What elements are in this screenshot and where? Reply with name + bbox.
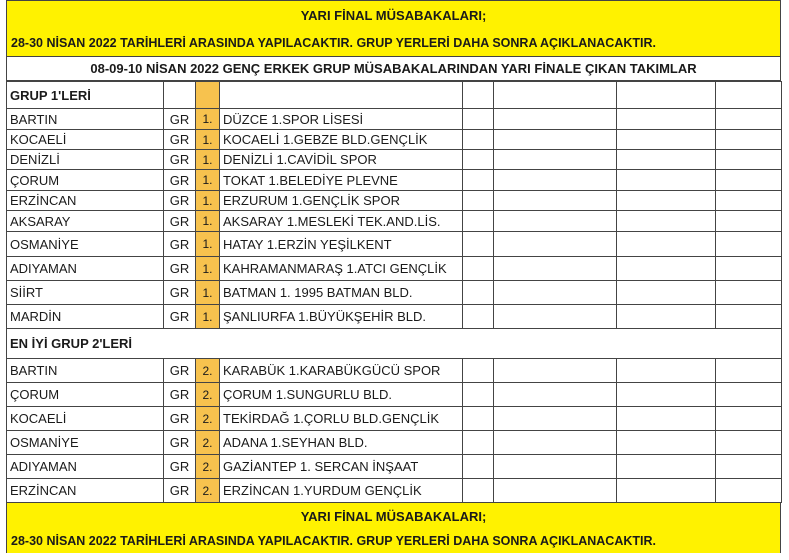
gr-cell: GR (164, 281, 196, 305)
empty-cell (617, 257, 716, 281)
empty-cell (716, 109, 782, 130)
bottom-banner-title: YARI FİNAL MÜSABAKALARI; (6, 503, 781, 529)
team-cell: TEKİRDAĞ 1.ÇORLU BLD.GENÇLİK (220, 407, 463, 431)
empty-cell (716, 455, 782, 479)
empty-cell (494, 232, 617, 257)
empty-cell (463, 407, 494, 431)
gr-cell: GR (164, 150, 196, 170)
empty-cell (617, 191, 716, 211)
empty-cell (617, 211, 716, 232)
rank-cell: 1. (196, 191, 220, 211)
empty-cell (617, 305, 716, 329)
empty-cell (463, 359, 494, 383)
table-row (7, 232, 782, 257)
rank-cell: 1. (196, 170, 220, 191)
team-cell: ÇORUM 1.SUNGURLU BLD. (220, 383, 463, 407)
table-row (7, 109, 782, 130)
team-cell: KARABÜK 1.KARABÜKGÜCÜ SPOR (220, 359, 463, 383)
empty-cell (716, 479, 782, 503)
table-row (7, 479, 782, 503)
empty-cell (494, 130, 617, 150)
city-cell: MARDİN (7, 305, 164, 329)
rank-cell: 2. (196, 383, 220, 407)
group1-title: GRUP 1'LERİ (7, 82, 164, 109)
empty-cell (463, 232, 494, 257)
city-cell: DENİZLİ (7, 150, 164, 170)
table-row (7, 170, 782, 191)
empty-cell (494, 257, 617, 281)
table-row (7, 407, 782, 431)
table-row (7, 191, 782, 211)
results-table (6, 81, 782, 503)
empty-cell (617, 359, 716, 383)
gr-cell: GR (164, 455, 196, 479)
table-row (7, 150, 782, 170)
empty-cell (494, 359, 617, 383)
gr-cell: GR (164, 191, 196, 211)
empty-cell (617, 109, 716, 130)
empty-cell (463, 130, 494, 150)
empty-cell (617, 232, 716, 257)
city-cell: KOCAELİ (7, 130, 164, 150)
empty-cell (617, 281, 716, 305)
rank-cell: 1. (196, 257, 220, 281)
gr-cell: GR (164, 257, 196, 281)
results-sheet (6, 0, 781, 553)
city-cell: BARTIN (7, 359, 164, 383)
table-row (7, 455, 782, 479)
rank-cell: 1. (196, 109, 220, 130)
page-subtitle: 08-09-10 NİSAN 2022 GENÇ ERKEK GRUP MÜSABAKALARINDAN YARI FİNALE ÇIKAN TAKIMLAR (6, 56, 781, 81)
empty-cell (716, 257, 782, 281)
empty-cell (494, 150, 617, 170)
city-cell: ERZİNCAN (7, 191, 164, 211)
city-cell: ADIYAMAN (7, 257, 164, 281)
city-cell: SİİRT (7, 281, 164, 305)
empty-cell (617, 383, 716, 407)
empty-cell (716, 431, 782, 455)
empty-cell (617, 455, 716, 479)
gr-cell: GR (164, 305, 196, 329)
empty-cell (463, 281, 494, 305)
team-cell: ADANA 1.SEYHAN BLD. (220, 431, 463, 455)
empty-cell (716, 281, 782, 305)
city-cell: ÇORUM (7, 383, 164, 407)
empty-cell (494, 479, 617, 503)
empty-cell (716, 383, 782, 407)
gr-cell: GR (164, 211, 196, 232)
rank-cell: 1. (196, 232, 220, 257)
gr-cell: GR (164, 109, 196, 130)
gr-cell: GR (164, 431, 196, 455)
rank-cell: 2. (196, 359, 220, 383)
team-cell: KOCAELİ 1.GEBZE BLD.GENÇLİK (220, 130, 463, 150)
rank-cell: 1. (196, 150, 220, 170)
rank-cell: 2. (196, 431, 220, 455)
empty-cell (494, 211, 617, 232)
table-row (7, 257, 782, 281)
empty-cell (463, 455, 494, 479)
empty-cell (494, 281, 617, 305)
empty-cell (463, 257, 494, 281)
empty-cell (494, 191, 617, 211)
rank-cell: 1. (196, 211, 220, 232)
team-cell: BATMAN 1. 1995 BATMAN BLD. (220, 281, 463, 305)
empty-cell (463, 431, 494, 455)
empty-cell (494, 109, 617, 130)
group2-title: EN İYİ GRUP 2'LERİ (7, 329, 782, 359)
table-row (7, 130, 782, 150)
empty-cell (617, 130, 716, 150)
empty-cell (494, 431, 617, 455)
empty-cell (716, 211, 782, 232)
empty-cell (716, 232, 782, 257)
empty-cell (463, 305, 494, 329)
empty-cell (716, 305, 782, 329)
empty-cell (494, 407, 617, 431)
empty-cell (716, 130, 782, 150)
table-row (7, 431, 782, 455)
table-row (7, 281, 782, 305)
empty-cell (463, 191, 494, 211)
group1-section (7, 82, 782, 329)
empty-cell (494, 455, 617, 479)
empty-cell (463, 150, 494, 170)
gr-cell: GR (164, 232, 196, 257)
group1-header-row (7, 82, 782, 109)
group2-section (7, 329, 782, 503)
team-cell: KAHRAMANMARAŞ 1.ATCI GENÇLİK (220, 257, 463, 281)
top-banner-note: 28-30 NİSAN 2022 TARİHLERİ ARASINDA YAPILACAKTIR. GRUP YERLERİ DAHA SONRA AÇIKLANACAKTIR. (6, 29, 781, 56)
empty-cell (716, 150, 782, 170)
empty-cell (463, 479, 494, 503)
rank-cell: 1. (196, 281, 220, 305)
table-row (7, 211, 782, 232)
team-cell: ERZURUM 1.GENÇLİK SPOR (220, 191, 463, 211)
team-cell: GAZİANTEP 1. SERCAN İNŞAAT (220, 455, 463, 479)
empty-cell (494, 305, 617, 329)
empty-cell (617, 431, 716, 455)
city-cell: KOCAELİ (7, 407, 164, 431)
city-cell: AKSARAY (7, 211, 164, 232)
city-cell: ÇORUM (7, 170, 164, 191)
empty-cell (716, 407, 782, 431)
city-cell: OSMANİYE (7, 232, 164, 257)
rank-cell: 1. (196, 305, 220, 329)
team-cell: TOKAT 1.BELEDİYE PLEVNE (220, 170, 463, 191)
gr-cell: GR (164, 383, 196, 407)
rank-cell: 2. (196, 455, 220, 479)
city-cell: ERZİNCAN (7, 479, 164, 503)
empty-cell (617, 407, 716, 431)
gr-cell: GR (164, 479, 196, 503)
empty-cell (463, 211, 494, 232)
empty-cell (463, 383, 494, 407)
group2-header-row (7, 329, 782, 359)
team-cell: ŞANLIURFA 1.BÜYÜKŞEHİR BLD. (220, 305, 463, 329)
empty-cell (716, 191, 782, 211)
gr-cell: GR (164, 130, 196, 150)
team-cell: AKSARAY 1.MESLEKİ TEK.AND.LİS. (220, 211, 463, 232)
city-cell: ADIYAMAN (7, 455, 164, 479)
empty-cell (617, 479, 716, 503)
empty-cell (463, 170, 494, 191)
table-row (7, 305, 782, 329)
team-cell: ERZİNCAN 1.YURDUM GENÇLİK (220, 479, 463, 503)
rank-cell: 2. (196, 479, 220, 503)
empty-cell (617, 150, 716, 170)
table-row (7, 359, 782, 383)
gr-cell: GR (164, 170, 196, 191)
team-cell: HATAY 1.ERZİN YEŞİLKENT (220, 232, 463, 257)
gr-cell: GR (164, 407, 196, 431)
empty-cell (716, 359, 782, 383)
rank-cell: 1. (196, 130, 220, 150)
team-cell: DÜZCE 1.SPOR LİSESİ (220, 109, 463, 130)
rank-cell: 2. (196, 407, 220, 431)
empty-cell (617, 170, 716, 191)
bottom-banner-note: 28-30 NİSAN 2022 TARİHLERİ ARASINDA YAPILACAKTIR. GRUP YERLERİ DAHA SONRA AÇIKLANACAKTIR. (6, 529, 781, 553)
city-cell: BARTIN (7, 109, 164, 130)
team-cell: DENİZLİ 1.CAVİDİL SPOR (220, 150, 463, 170)
empty-cell (494, 170, 617, 191)
city-cell: OSMANİYE (7, 431, 164, 455)
empty-cell (463, 109, 494, 130)
top-banner-title: YARI FİNAL MÜSABAKALARI; (6, 0, 781, 29)
table-row (7, 383, 782, 407)
empty-cell (716, 170, 782, 191)
gr-cell: GR (164, 359, 196, 383)
empty-cell (494, 383, 617, 407)
